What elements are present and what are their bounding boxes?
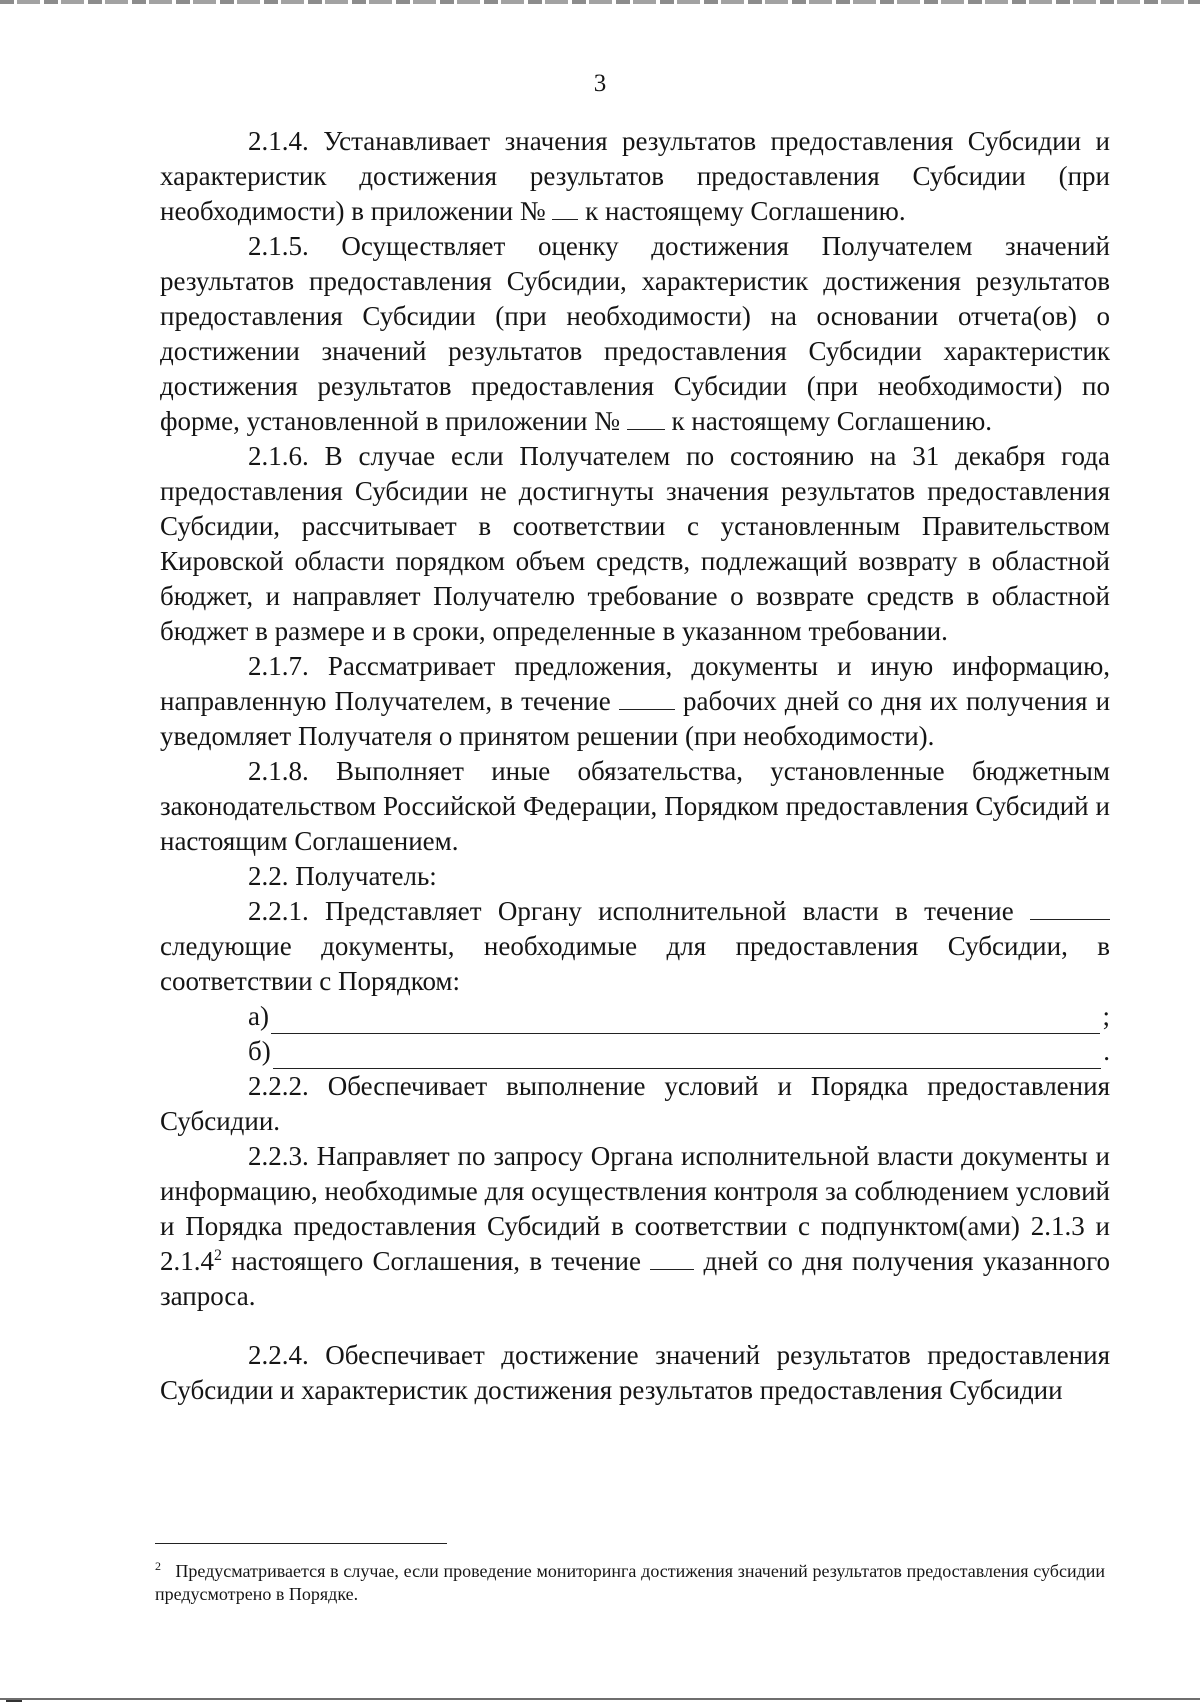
scan-mark (6, 1690, 22, 1702)
blank-line (273, 1040, 1102, 1069)
clause-text-end: дней со дня получения указанного запроса. (160, 1246, 1110, 1311)
clause-text: 2.2.1. Представляет Органу исполнительной власти в течение (248, 896, 1014, 926)
item-punct: ; (1102, 1001, 1110, 1031)
blank-field (552, 197, 578, 220)
clause-text: 2.1.7. Рассматривает предложения, документы и иную информацию, направленную Получателем, в течение (160, 651, 1110, 716)
item-label: б) (248, 1036, 271, 1066)
document-list-item-b (160, 1034, 1110, 1069)
footnote-ref: 2 (214, 1247, 222, 1264)
clause-text-end: рабочих дней со дня их получения и уведомляет Получателя о принятом решении (при необходимости). (160, 686, 1111, 751)
clause-2-2: 2.2. Получатель: (248, 861, 437, 891)
clause-2-2-3 (160, 1139, 1110, 1314)
clause-text-end: следующие документы, необходимые для предоставления Субсидии, в соответствии с Порядком: (160, 931, 1110, 996)
footnote-separator (155, 1543, 447, 1544)
blank-field (627, 407, 665, 430)
clause-2-2-2: 2.2.2. Обеспечивает выполнение условий и Порядка предоставления Субсидии. (160, 1071, 1110, 1136)
scan-edge-top (0, 0, 1200, 4)
clause-2-1-7 (160, 649, 1110, 754)
clause-2-1-6: 2.1.6. В случае если Получателем по состоянию на 31 декабря года предоставления Субсидии не достигнуты значения результатов предоставления Субсидии, рассчитывает в соответствии с установленным Правительством Кировской области порядком объем средств, подлежащий возврату в областной бюджет, и направляет Получателю требование о возврате средств в областной бюджет в размере и в сроки, определенные в указанном требовании. (160, 441, 1110, 646)
footnote (155, 1560, 1105, 1606)
paragraph-gap (160, 1314, 1110, 1338)
item-punct: . (1103, 1036, 1110, 1066)
clause-text: 2.1.5. Осуществляет оценку достижения Получателем значений результатов предоставления Субсидии, характеристик достижения результатов предоставления Субсидии (при необходимости) на основании отчета(ов) о достижении значений результатов предоставления Субсидии характеристик достижения результатов предоставления Субсидии (при необходимости) по форме, установленной в приложении № (160, 231, 1110, 436)
blank-field (619, 687, 675, 710)
clause-text-end: к настоящему Соглашению. (671, 406, 993, 436)
clause-2-2-1 (160, 894, 1110, 999)
clause-2-2-4: 2.2.4. Обеспечивает достижение значений результатов предоставления Субсидии и характеристик достижения результатов предоставления Субсидии (160, 1340, 1110, 1405)
blank-field (650, 1247, 694, 1270)
footnote-number: 2 (155, 1559, 161, 1573)
clause-text-end: к настоящему Соглашению. (585, 196, 906, 226)
clause-text: 2.1.4. Устанавливает значения результатов предоставления Субсидии и характеристик достижения результатов предоставления Субсидии (при необходимости) в приложении № (160, 126, 1110, 226)
item-label: а) (248, 1001, 269, 1031)
blank-line (271, 1005, 1101, 1034)
document-list-item-a (160, 999, 1110, 1034)
document-body (160, 124, 1110, 1408)
clause-text-mid: настоящего Соглашения, в течение (231, 1246, 641, 1276)
clause-2-1-4 (160, 124, 1110, 229)
clause-text: 2.2.3. Направляет по запросу Органа исполнительной власти документы и информацию, необходимые для осуществления контроля за соблюдением условий и Порядка предоставления Субсидий в соответствии с подпунктом(ами) 2.1.3 и 2.1.4 (160, 1141, 1110, 1276)
clause-2-1-8: 2.1.8. Выполняет иные обязательства, установленные бюджетным законодательством Российской Федерации, Порядком предоставления Субсидий и настоящим Соглашением. (160, 756, 1110, 856)
clause-2-1-5 (160, 229, 1110, 439)
blank-field (1030, 897, 1110, 920)
footnote-text: Предусматривается в случае, если проведение мониторинга достижения значений результатов предоставления субсидии предусмотрено в Порядке. (155, 1561, 1105, 1604)
scan-edge-bottom (0, 1698, 1200, 1700)
page-number: 3 (593, 70, 607, 97)
